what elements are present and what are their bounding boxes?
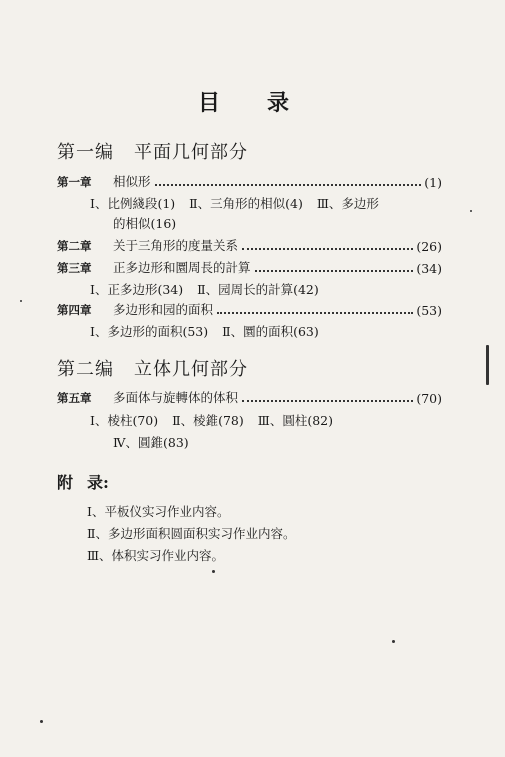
toc-entry-chapter-4[interactable]	[57, 300, 442, 318]
page-number: (53)	[416, 303, 442, 318]
section-item[interactable]: Ⅰ、比例綫段(1)	[90, 196, 176, 211]
scan-speck	[40, 720, 43, 723]
section-item[interactable]: Ⅱ、三角形的相似(4)	[189, 196, 303, 211]
part-2-name: 立体几何部分	[134, 359, 248, 380]
part-1-name: 平面几何部分	[134, 142, 248, 163]
part-2-label: 第二编	[57, 359, 114, 380]
toc-entry-chapter-1[interactable]	[57, 172, 442, 190]
scan-speck	[470, 210, 472, 212]
appendix-item[interactable]: Ⅲ、体积实习作业内容。	[87, 548, 225, 563]
scan-speck	[392, 640, 395, 643]
appendix-char-1: 附	[57, 473, 74, 492]
section-item[interactable]: 的相似(16)	[113, 216, 177, 231]
chapter-name: 正多边形和圜周長的計算	[113, 260, 251, 275]
chapter-5-sections-cont	[113, 433, 189, 451]
chapter-label: 第一章	[57, 175, 92, 189]
chapter-3-sections	[90, 280, 319, 298]
chapter-1-sections	[90, 194, 379, 212]
part-2-heading	[57, 355, 248, 381]
dot-leader	[255, 270, 414, 272]
chapter-4-sections	[90, 322, 319, 340]
section-item[interactable]: Ⅱ、园周长的計算(42)	[197, 282, 319, 297]
page-number: (34)	[416, 261, 442, 276]
appendix-char-2: 录:	[87, 473, 109, 492]
chapter-1-sections-cont	[113, 214, 176, 232]
toc-entry-chapter-2[interactable]	[57, 236, 442, 254]
page-number: (26)	[416, 239, 442, 254]
appendix-heading	[57, 470, 109, 493]
dot-leader	[217, 312, 413, 314]
title-char-1: 目	[198, 90, 222, 116]
scan-speck	[212, 570, 215, 573]
dot-leader	[242, 248, 413, 250]
page-title	[198, 86, 290, 117]
section-item[interactable]: Ⅰ、正多边形(34)	[90, 282, 184, 297]
title-char-2: 录	[267, 90, 291, 116]
section-item[interactable]: Ⅰ、棱柱(70)	[90, 413, 159, 428]
toc-entry-chapter-3[interactable]	[57, 258, 442, 276]
section-item[interactable]: Ⅳ、圓錐(83)	[113, 435, 189, 450]
appendix-item[interactable]: Ⅱ、多边形面积圆面积实习作业内容。	[87, 526, 296, 541]
chapter-name: 关于三角形的度量关系	[113, 238, 239, 253]
chapter-name: 相似形	[113, 174, 151, 189]
chapter-name: 多面体与旋轉体的体积	[113, 390, 239, 405]
chapter-5-sections	[90, 411, 333, 429]
dot-leader	[242, 400, 413, 402]
page-number: (1)	[424, 175, 442, 190]
section-item[interactable]: Ⅱ、圜的面积(63)	[222, 324, 319, 339]
toc-entry-chapter-5[interactable]	[57, 388, 442, 406]
section-item[interactable]: Ⅲ、圓柱(82)	[257, 413, 333, 428]
chapter-label: 第五章	[57, 391, 92, 405]
appendix-item[interactable]: Ⅰ、平板仪实习作业内容。	[87, 504, 230, 519]
chapter-name: 多边形和园的面积	[113, 302, 214, 317]
part-1-label: 第一编	[57, 142, 114, 163]
part-1-heading	[57, 138, 248, 164]
chapter-label: 第二章	[57, 239, 92, 253]
page-number: (70)	[416, 391, 442, 406]
section-item[interactable]: Ⅰ、多边形的面积(53)	[90, 324, 209, 339]
section-item[interactable]: Ⅲ、多边形	[316, 196, 379, 211]
scan-speck	[20, 300, 22, 302]
chapter-label: 第三章	[57, 261, 92, 275]
section-item[interactable]: Ⅱ、棱錐(78)	[172, 413, 244, 428]
dot-leader	[155, 184, 422, 186]
chapter-label: 第四章	[57, 303, 92, 317]
scan-mark	[486, 345, 489, 385]
